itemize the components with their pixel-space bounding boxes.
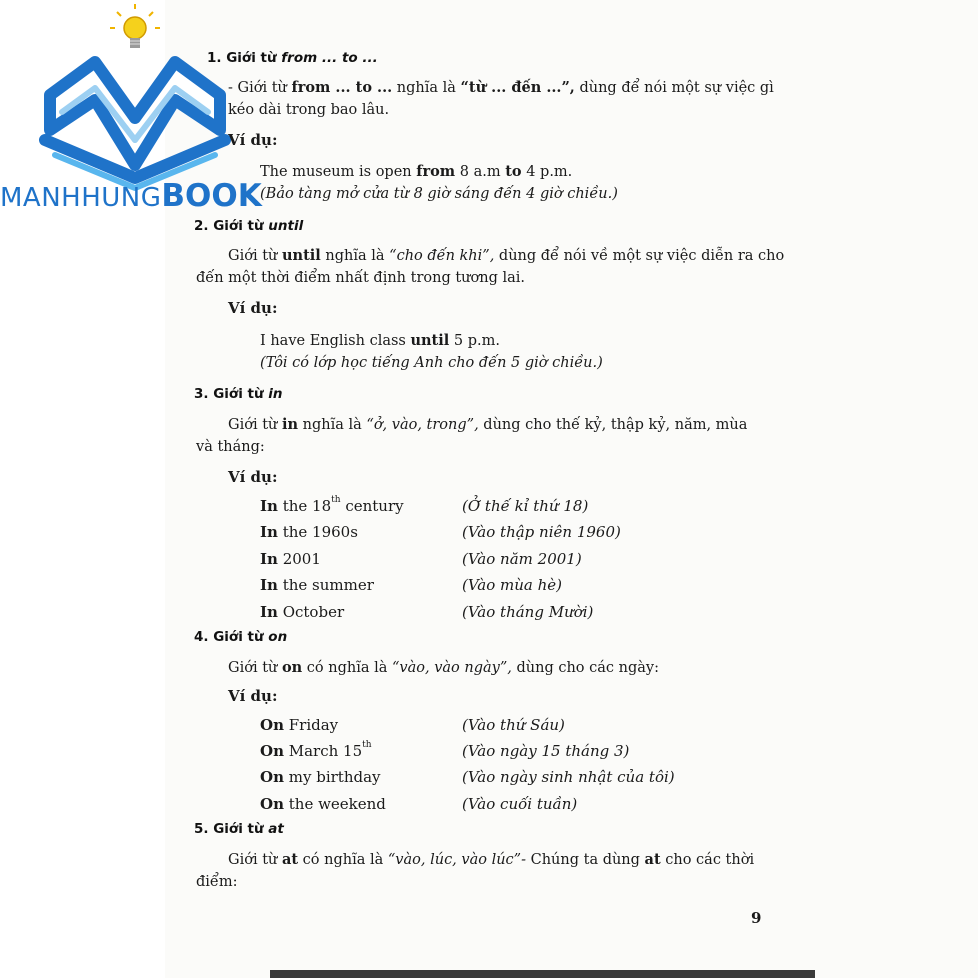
example-label: Ví dụ: [228,468,278,486]
example-row: On Friday (Vào thứ Sáu) [260,716,565,734]
logo-text-book: BOOK [161,178,262,214]
section-heading: 1. Giới từ from ... to ... [207,50,378,66]
example-row: On March 15th (Vào ngày 15 tháng 3) [260,740,630,760]
paragraph-line: Giới từ in nghĩa là “ở, vào, trong”, dùng cho thế kỷ, thập kỷ, năm, mùa [228,416,748,433]
section-heading: 2. Giới từ until [194,218,304,234]
example-row: On the weekend (Vào cuối tuần) [260,795,578,813]
example-translation: (Tôi có lớp học tiếng Anh cho đến 5 giờ chiều.) [260,355,603,371]
example-row: In 2001 (Vào năm 2001) [260,550,582,568]
example-sentence: I have English class until 5 p.m. [260,332,500,349]
paragraph-line: Giới từ on có nghĩa là “vào, vào ngày”, dùng cho các ngày: [228,659,659,676]
logo-text-manhhung: MANHHUNG [0,183,162,213]
example-sentence: The museum is open from 8 a.m to 4 p.m. [260,163,573,180]
paragraph-line: kéo dài trong bao lâu. [228,102,390,118]
paragraph-line: - Giới từ from ... to ... nghĩa là “từ ... đến ...”, dùng để nói một sự việc gì [228,79,774,96]
example-row: On my birthday (Vào ngày sinh nhật của tôi) [260,768,675,786]
section-heading: 3. Giới từ in [194,386,283,402]
example-row: In October (Vào tháng Mười) [260,603,594,621]
example-row: In the 18th century (Ở thế kỉ thứ 18) [260,495,589,515]
example-row: In the summer (Vào mùa hè) [260,576,563,594]
example-label: Ví dụ: [228,131,278,149]
example-row: In the 1960s (Vào thập niên 1960) [260,523,621,541]
lightbulb-icon [110,4,160,48]
page-bottom-edge [270,970,815,978]
section-heading: 5. Giới từ at [194,821,284,837]
example-label: Ví dụ: [228,687,278,705]
example-translation: (Bảo tàng mở cửa từ 8 giờ sáng đến 4 giờ chiều.) [260,186,618,202]
logo-wordmark [0,178,262,214]
book-page [165,0,978,978]
paragraph-line: Giới từ until nghĩa là “cho đến khi”, dùng để nói về một sự việc diễn ra cho [228,247,785,264]
paragraph-line: và tháng: [196,439,265,455]
paragraph-line: điểm: [196,874,238,890]
example-label: Ví dụ: [228,299,278,317]
paragraph-line: đến một thời điểm nhất định trong tương lai. [196,270,525,286]
paragraph-line: Giới từ at có nghĩa là “vào, lúc, vào lúc”- Chúng ta dùng at cho các thời [228,851,755,868]
page-number: 9 [751,909,762,927]
section-heading: 4. Giới từ on [194,629,288,645]
